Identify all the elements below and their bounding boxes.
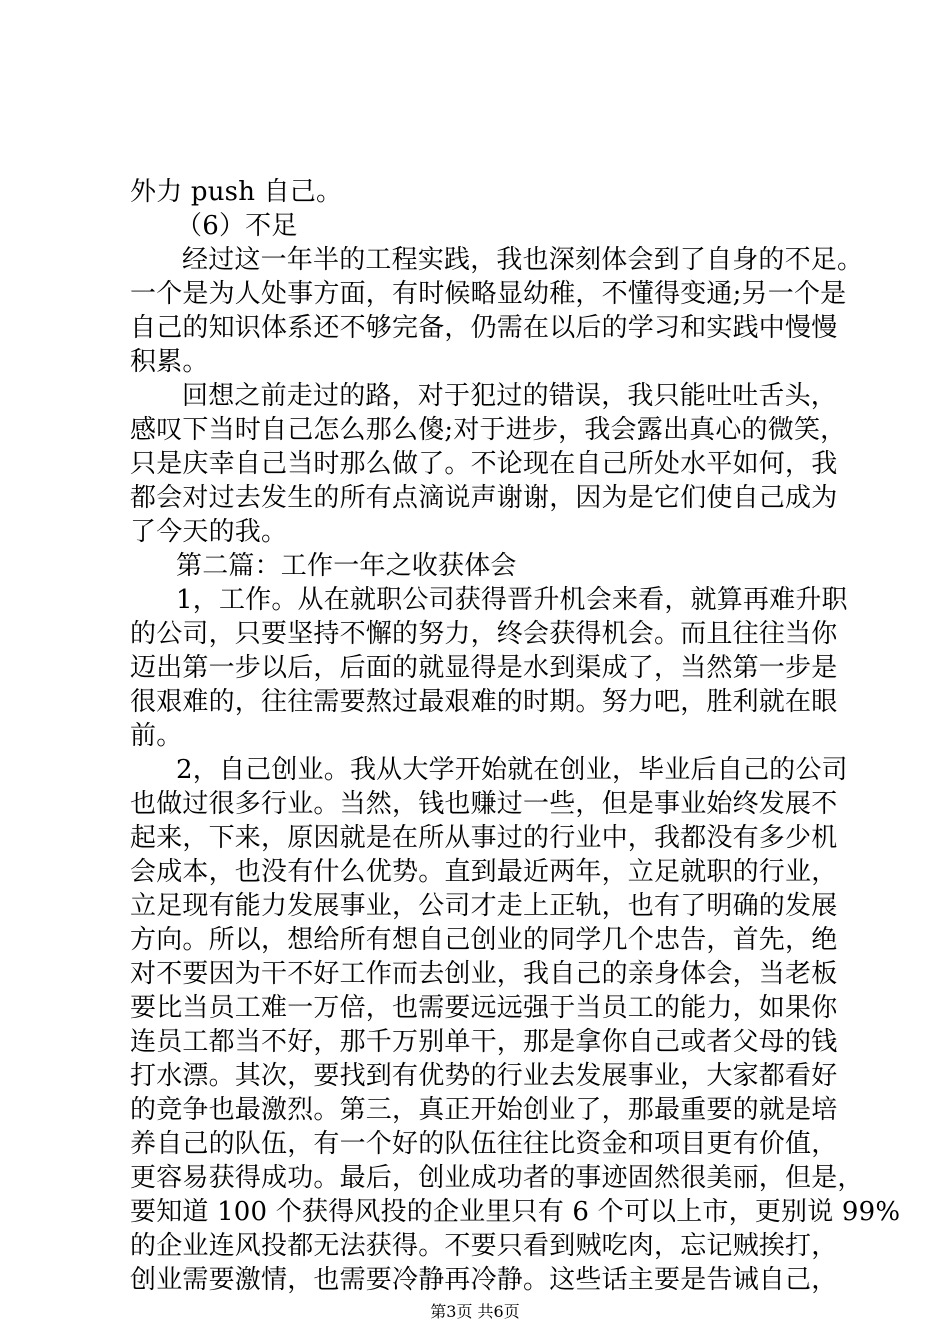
body-text-line: 一个是为人处事方面，有时候略显幼稚，不懂得变通;另一个是 — [130, 279, 847, 309]
body-text-line: 只是庆幸自己当时那么做了。不论现在自己所处水平如何，我 — [130, 449, 838, 479]
body-text-line: 经过这一年半的工程实践，我也深刻体会到了自身的不足。 — [182, 245, 864, 275]
body-text-line: 前。 — [130, 721, 183, 751]
body-text-line: 对不要因为干不好工作而去创业，我自己的亲身体会，当老板 — [130, 959, 838, 989]
body-text-line: 创业需要激情，也需要冷静再冷静。这些话主要是告诫自己， — [130, 1265, 838, 1295]
body-text-line: 会成本，也没有什么优势。直到最近两年，立足就职的行业， — [130, 857, 838, 887]
body-text-line: 很艰难的，往往需要熬过最艰难的时期。努力吧，胜利就在眼 — [130, 687, 838, 717]
body-text-line: 积累。 — [130, 347, 209, 377]
section-heading: （6）不足 — [176, 211, 298, 241]
body-text-line: 1，工作。从在就职公司获得晋升机会来看，就算再难升职 — [176, 585, 848, 615]
body-text-line: 更容易获得成功。最后，创业成功者的事迹固然很美丽，但是， — [130, 1163, 864, 1193]
body-text-line: 回想之前走过的路，对于犯过的错误，我只能吐吐舌头， — [182, 381, 838, 411]
body-text-line: 2，自己创业。我从大学开始就在创业，毕业后自己的公司 — [176, 755, 848, 785]
body-text-line: 要比当员工难一万倍，也需要远远强于当员工的能力，如果你 — [130, 993, 838, 1023]
body-text-line: 的公司，只要坚持不懈的努力，终会获得机会。而且往往当你 — [130, 619, 838, 649]
body-text-line: 的竞争也最激烈。第三，真正开始创业了，那最重要的就是培 — [130, 1095, 838, 1125]
body-text-line: 要知道 100 个获得风投的企业里只有 6 个可以上市，更别说 99% — [130, 1197, 901, 1227]
body-text-line: 感叹下当时自己怎么那么傻;对于进步，我会露出真心的微笑， — [130, 415, 847, 445]
chapter-heading: 第二篇：工作一年之收获体会 — [176, 551, 517, 581]
body-text-line: 连员工都当不好，那千万别单干，那是拿你自己或者父母的钱 — [130, 1027, 838, 1057]
body-text-line: 迈出第一步以后，后面的就显得是水到渠成了，当然第一步是 — [130, 653, 838, 683]
page-number-footer: 第3页 共6页 — [430, 1302, 520, 1321]
body-text-line: 起来，下来，原因就是在所从事过的行业中，我都没有多少机 — [130, 823, 838, 853]
body-text-line: 打水漂。其次，要找到有优势的行业去发展事业，大家都看好 — [130, 1061, 838, 1091]
body-text-line: 方向。所以，想给所有想自己创业的同学几个忠告，首先，绝 — [130, 925, 838, 955]
body-text-line: 的企业连风投都无法获得。不要只看到贼吃肉，忘记贼挨打， — [130, 1231, 838, 1261]
body-text-line: 都会对过去发生的所有点滴说声谢谢，因为是它们使自己成为 — [130, 483, 838, 513]
body-text-line: 了今天的我。 — [130, 517, 288, 547]
body-text-line: 自己的知识体系还不够完备，仍需在以后的学习和实践中慢慢 — [130, 313, 838, 343]
body-text-line: 也做过很多行业。当然，钱也赚过一些，但是事业始终发展不 — [130, 789, 838, 819]
body-text-line: 养自己的队伍，有一个好的队伍往往比资金和项目更有价值， — [130, 1129, 838, 1159]
body-text-line: 外力 push 自己。 — [130, 177, 343, 207]
body-text-line: 立足现有能力发展事业，公司才走上正轨，也有了明确的发展 — [130, 891, 838, 921]
